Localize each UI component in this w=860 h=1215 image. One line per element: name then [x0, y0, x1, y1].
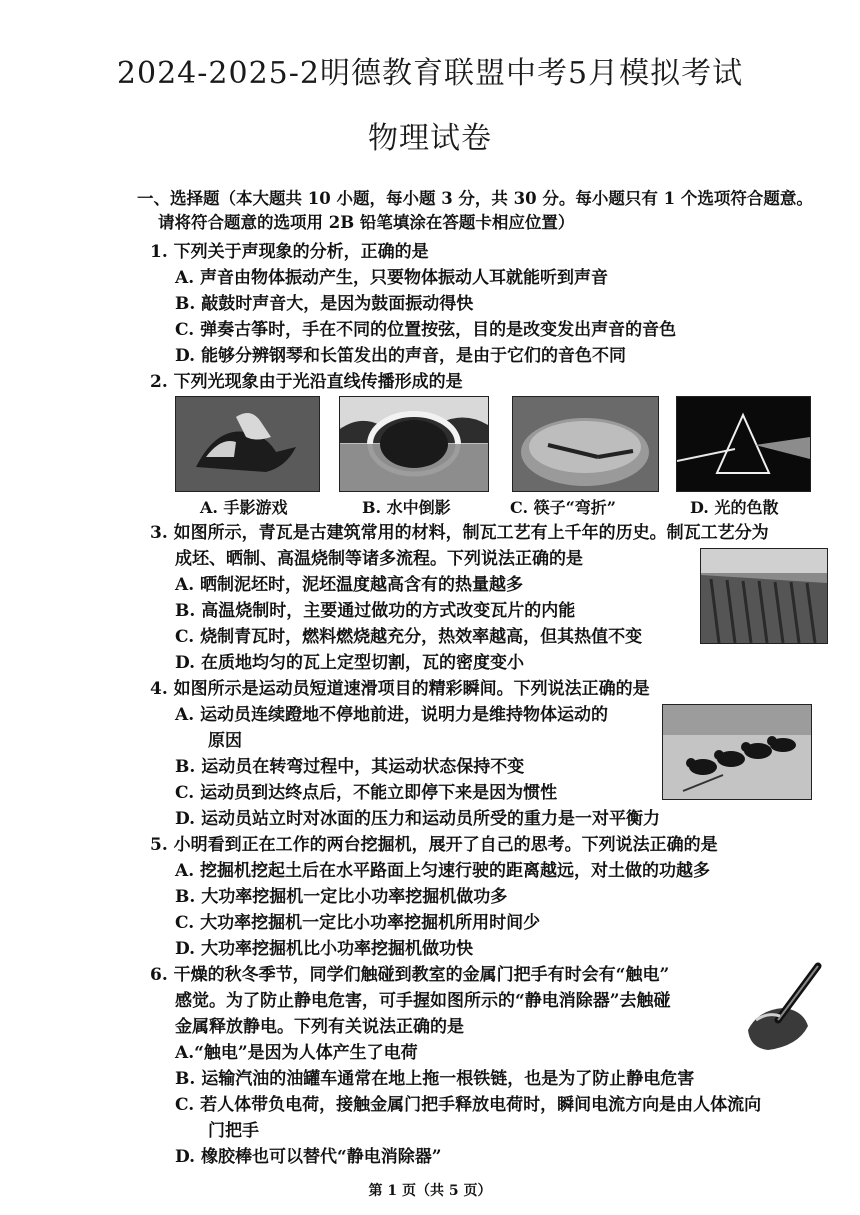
q5-option-a: A. 挖掘机挖起土后在水平路面上匀速行驶的距离越远，对土做的功越多	[175, 861, 711, 881]
q1-option-d: D. 能够分辨钢琴和长笛发出的声音，是由于它们的音色不同	[175, 346, 626, 366]
q5-option-c: C. 大功率挖掘机一定比小功率挖掘机所用时间少	[175, 913, 541, 933]
q6-stem-line3: 金属释放静电。下列有关说法正确的是	[175, 1017, 464, 1037]
q6-option-a: A.“触电”是因为人体产生了电荷	[175, 1043, 418, 1063]
q5-option-b: B. 大功率挖掘机一定比小功率挖掘机做功多	[175, 887, 508, 907]
q2-option-d: D. 光的色散	[690, 498, 779, 517]
q6-option-d: D. 橡胶棒也可以替代“静电消除器”	[175, 1147, 442, 1167]
exam-title: 2024-2025-2明德教育联盟中考5月模拟考试	[116, 56, 744, 91]
q6-option-b: B. 运输汽油的油罐车通常在地上拖一根铁链，也是为了防止静电危害	[175, 1069, 695, 1089]
q6-stem-line2: 感觉。为了防止静电危害，可手握如图所示的“静电消除器”去触碰	[175, 991, 671, 1011]
q2-option-b: B. 水中倒影	[362, 498, 451, 517]
speed-skaters-image	[662, 704, 812, 800]
roof-tiles-image	[700, 548, 828, 644]
q2-stem: 2. 下列光现象由于光沿直线传播形成的是	[150, 372, 463, 392]
q4-option-d: D. 运动员站立时对冰面的压力和运动员所受的重力是一对平衡力	[175, 809, 660, 829]
q4-option-a-line2: 原因	[208, 731, 242, 751]
section-instructions-line2: 请将符合题意的选项用 2B 铅笔填涂在答题卡相应位置）	[158, 213, 575, 232]
q3-stem-line2: 成坯、晒制、高温烧制等诸多流程。下列说法正确的是	[175, 549, 583, 569]
q5-stem: 5. 小明看到正在工作的两台挖掘机，展开了自己的思考。下列说法正确的是	[150, 835, 718, 855]
q3-option-c: C. 烧制青瓦时，燃料燃烧越充分，热效率越高，但其热值不变	[175, 627, 643, 647]
static-eliminator-image	[738, 960, 826, 1056]
prism-dispersion-image	[676, 396, 811, 492]
q5-option-d: D. 大功率挖掘机比小功率挖掘机做功快	[175, 939, 473, 959]
section-instructions-line1: 一、选择题（本大题共 10 小题，每小题 3 分，共 30 分。每小题只有 1 个选项符合题意。	[137, 189, 813, 208]
q3-option-b: B. 高温烧制时，主要通过做功的方式改变瓦片的内能	[175, 601, 576, 621]
q3-option-d: D. 在质地均匀的瓦上定型切割，瓦的密度变小	[175, 653, 524, 673]
q4-option-c: C. 运动员到达终点后，不能立即停下来是因为惯性	[175, 783, 558, 803]
q6-option-c-line1: C. 若人体带负电荷，接触金属门把手释放电荷时，瞬间电流方向是由人体流向	[175, 1095, 762, 1115]
q1-stem: 1. 下列关于声现象的分析，正确的是	[150, 242, 429, 262]
q4-option-b: B. 运动员在转弯过程中，其运动状态保持不变	[175, 757, 525, 777]
q1-option-a: A. 声音由物体振动产生，只要物体振动人耳就能听到声音	[175, 268, 609, 288]
chopstick-in-water-image	[512, 396, 659, 492]
q3-option-a: A. 晒制泥坯时，泥坯温度越高含有的热量越多	[175, 575, 524, 595]
q1-option-b: B. 敲鼓时声音大，是因为鼓面振动得快	[175, 294, 474, 314]
hand-shadow-image	[175, 396, 320, 492]
q6-stem-line1: 6. 干燥的秋冬季节，同学们触碰到教室的金属门把手有时会有“触电”	[150, 965, 670, 985]
exam-subtitle: 物理试卷	[368, 121, 492, 156]
page-number: 第 1 页（共 5 页）	[368, 1183, 492, 1199]
q3-stem-line1: 3. 如图所示，青瓦是古建筑常用的材料，制瓦工艺有上千年的历史。制瓦工艺分为	[150, 523, 769, 543]
q4-option-a-line1: A. 运动员连续蹬地不停地前进，说明力是维持物体运动的	[175, 705, 609, 725]
q4-stem: 4. 如图所示是运动员短道速滑项目的精彩瞬间。下列说法正确的是	[150, 679, 650, 699]
q1-option-c: C. 弹奏古筝时，手在不同的位置按弦，目的是改变发出声音的音色	[175, 320, 677, 340]
q2-option-c: C. 筷子“弯折”	[510, 498, 617, 517]
bridge-reflection-image	[339, 396, 489, 492]
q6-option-c-line2: 门把手	[208, 1121, 259, 1141]
q2-option-a: A. 手影游戏	[200, 498, 288, 517]
